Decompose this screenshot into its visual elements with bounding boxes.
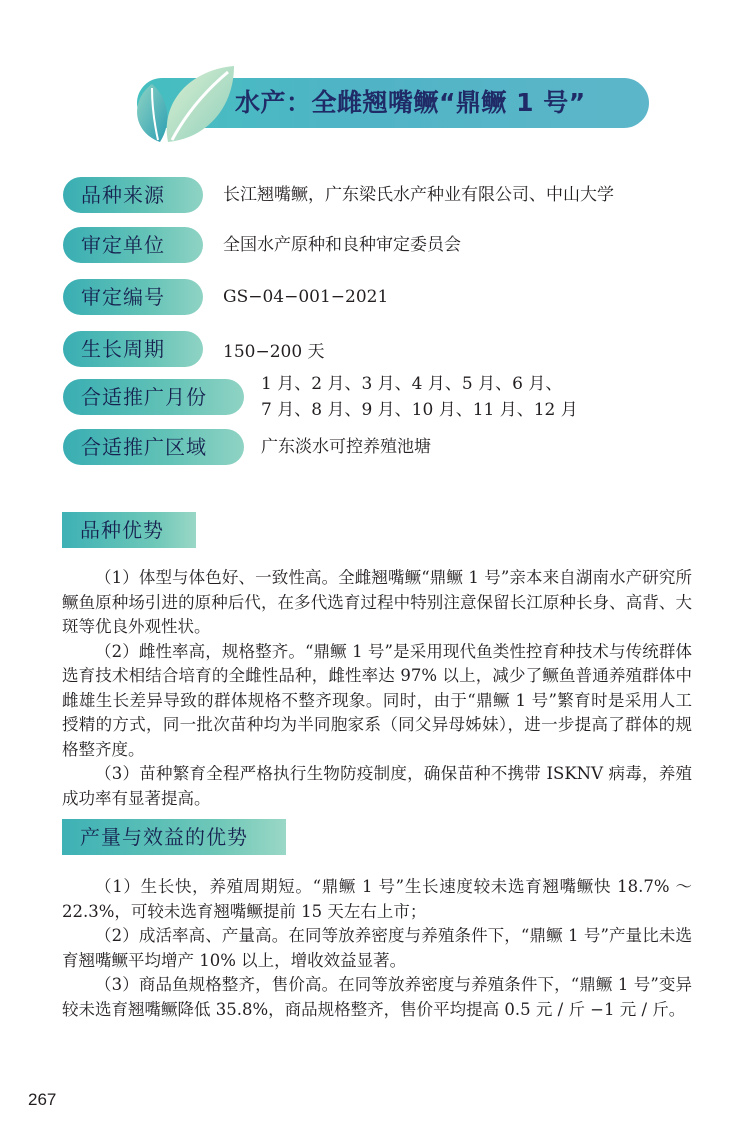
info-value: GS−04−001−2021 xyxy=(223,287,389,307)
paragraph: （1）生长快，养殖周期短。“鼎鳜 1 号”生长速度较未选育翘嘴鳜快 18.7% ～ 22.3%，可较未选育翘嘴鳜提前 15 天左右上市； xyxy=(62,877,692,921)
paragraph: （2）成活率高、产量高。在同等放养密度与养殖条件下，“鼎鳜 1 号”产量比未选育翘嘴鳜平均增产 10% 以上，增收效益显著。 xyxy=(62,926,692,970)
label-pill: 审定单位 xyxy=(63,227,203,263)
paragraph: （1）体型与体色好、一致性高。全雌翘嘴鳜“鼎鳜 1 号”亲本来自湖南水产研究所鳜鱼原种场引进的原种后代，在多代选育过程中特别注意保留长江原种长身、高背、大斑等优良外观性状。 xyxy=(62,568,692,636)
info-value xyxy=(261,371,578,423)
info-row-source xyxy=(63,177,614,213)
label-pill: 合适推广月份 xyxy=(63,379,244,415)
months-line-2: 7 月、8 月、9 月、10 月、11 月、12 月 xyxy=(261,400,578,420)
months-line-1: 1 月、2 月、3 月、4 月、5 月、6 月、 xyxy=(261,374,563,394)
info-row-region xyxy=(63,429,431,465)
info-value: 150−200 天 xyxy=(223,342,325,362)
title-banner xyxy=(130,62,610,144)
label-pill: 品种来源 xyxy=(63,177,203,213)
page-title: 水产：全雌翘嘴鳜“鼎鳜 1 号” xyxy=(235,88,586,117)
paragraph: （3）商品鱼规格整齐，售价高。在同等放养密度与养殖条件下，“鼎鳜 1 号”变异较未选育翘嘴鳜降低 35.8%，商品规格整齐，售价平均提高 0.5 元 / 斤 −1 元 / 斤。 xyxy=(62,975,692,1019)
page-number: 267 xyxy=(28,1090,57,1109)
info-value: 全国水产原种和良种审定委员会 xyxy=(223,235,461,255)
info-row-number xyxy=(63,279,388,315)
section-body-yield xyxy=(62,875,692,1022)
label-pill: 审定编号 xyxy=(63,279,203,315)
section-heading-advantages: 品种优势 xyxy=(62,512,196,548)
leaf-icon xyxy=(130,62,240,144)
label-pill: 合适推广区域 xyxy=(63,429,244,465)
paragraph: （3）苗种繁育全程严格执行生物防疫制度，确保苗种不携带 ISKNV 病毒，养殖成功率有显著提高。 xyxy=(62,764,692,808)
label-pill: 生长周期 xyxy=(63,331,203,367)
info-value: 广东淡水可控养殖池塘 xyxy=(261,437,431,457)
info-row-cycle xyxy=(63,331,325,367)
info-row-unit xyxy=(63,227,461,263)
section-body-advantages xyxy=(62,566,692,811)
info-row-months xyxy=(63,374,578,420)
info-value: 长江翘嘴鳜，广东梁氏水产种业有限公司、中山大学 xyxy=(223,185,614,205)
section-heading-yield: 产量与效益的优势 xyxy=(62,819,286,855)
paragraph: （2）雌性率高，规格整齐。“鼎鳜 1 号”是采用现代鱼类性控育种技术与传统群体选育技术相结合培育的全雌性品种，雌性率达 97% 以上，减少了鳜鱼普通养殖群体中雌雄生长差异导致的群体规格不整齐现象。同时，由于“鼎鳜 1 号”繁育时是采用人工授精的方式，同一批次苗种均为半同胞家系（同父异母姊妹），进一步提高了群体的规格整齐度。 xyxy=(62,641,692,759)
